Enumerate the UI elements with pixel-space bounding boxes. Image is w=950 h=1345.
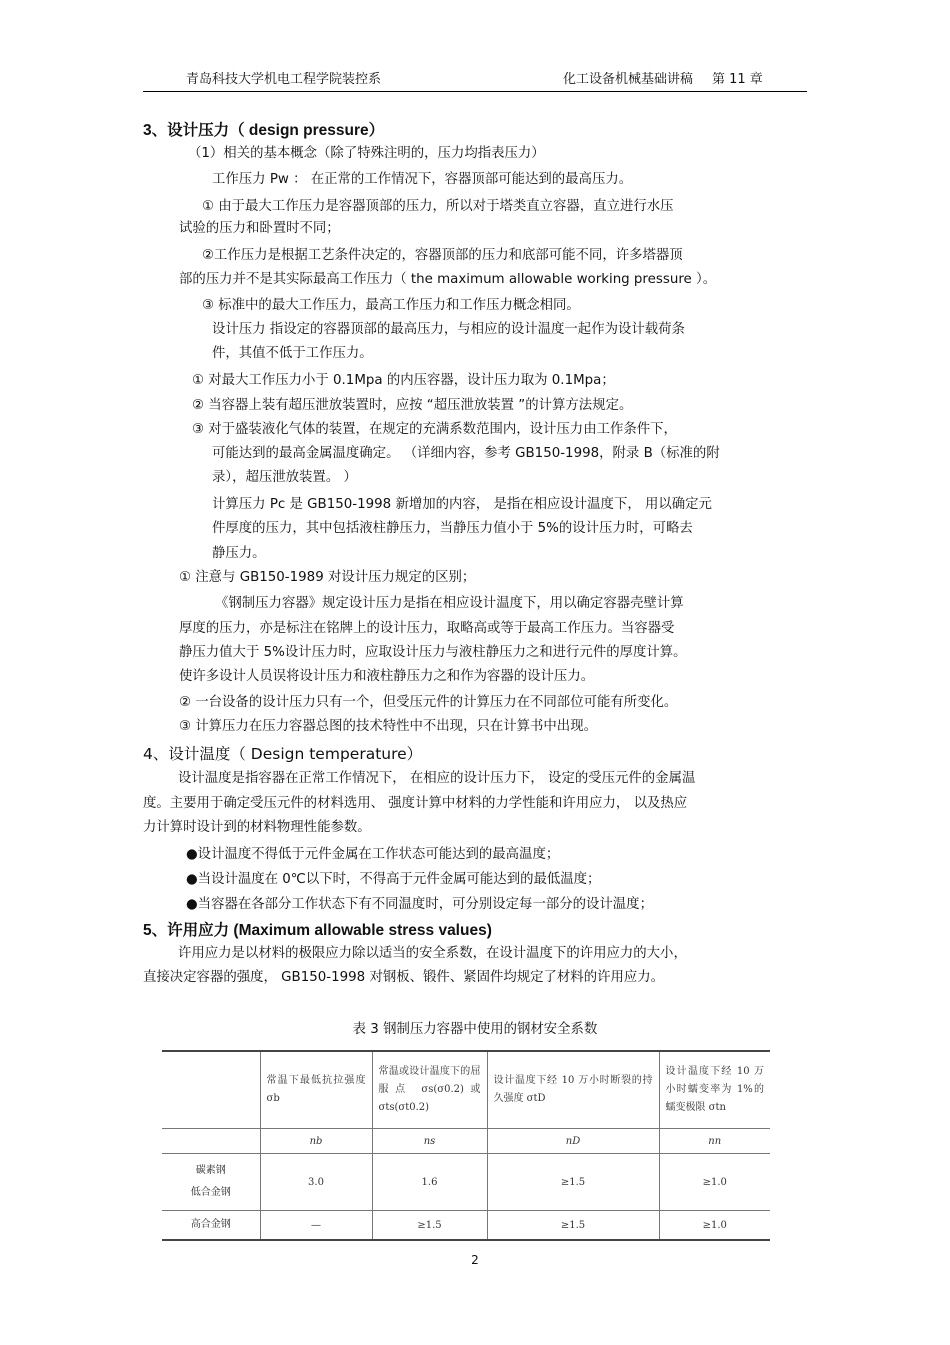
safety-factor-table <box>162 1050 770 1241</box>
paragraph-line: ① 由于最大工作压力是容器顶部的压力，所以对于塔类直立容器，直立进行水压 <box>202 199 674 214</box>
table-row-label <box>162 1154 260 1211</box>
paragraph-line: ③ 标准中的最大工作压力，最高工作压力和工作压力概念相同。 <box>202 298 580 313</box>
section-heading-allowable-stress: 5、许用应力 (Maximum allowable stress values) <box>143 922 492 939</box>
table-cell: — <box>260 1211 372 1241</box>
table-header-cell <box>162 1051 260 1129</box>
paragraph-line: ② 一台设备的设计压力只有一个，但受压元件的计算压力在不同部位可能有所变化。 <box>179 695 678 710</box>
bullet-item: ●设计温度不得低于元件金属在工作状态可能达到的最高温度； <box>186 847 560 862</box>
table-header-row <box>162 1051 770 1129</box>
row-label-carbon-steel: 碳素钢 <box>195 1165 226 1176</box>
row-label-low-alloy-steel: 低合金钢 <box>190 1187 231 1198</box>
table-cell: 3.0 <box>260 1154 372 1211</box>
table-cell: ≥1.0 <box>659 1154 770 1211</box>
page-number: 2 <box>471 1253 479 1267</box>
paragraph-line: 设计压力 指设定的容器顶部的最高压力，与相应的设计温度一起作为设计载荷条 <box>212 322 685 337</box>
paragraph-line: 力计算时设计到的材料物理性能参数。 <box>143 820 371 835</box>
table-header-cell: 设计温度下经 10 万小时断裂的持久强度 σtD <box>487 1051 659 1129</box>
table-row <box>162 1154 770 1211</box>
paragraph-line: 使许多设计人员误将设计压力和液柱静压力之和作为容器的设计压力。 <box>179 669 595 684</box>
paragraph-line: 厚度的压力，亦是标注在铭牌上的设计压力，取略高或等于最高工作压力。当容器受 <box>179 621 675 636</box>
table-header-cell: 常温下最低抗拉强度 σb <box>260 1051 372 1129</box>
header-chapter: 第 11 章 <box>712 72 763 87</box>
header-course-title: 化工设备机械基础讲稿 <box>563 72 694 87</box>
paragraph-line: ① 注意与 GB150-1989 对设计压力规定的区别； <box>179 570 476 585</box>
table-cell: ≥1.5 <box>372 1211 487 1241</box>
table-symbol-cell: nb <box>260 1129 372 1154</box>
table-symbol-row <box>162 1129 770 1154</box>
bullet-item: ●当设计温度在 0℃以下时，不得高于元件金属可能达到的最低温度； <box>186 872 601 887</box>
paragraph-line: 工作压力 Pw ： 在正常的工作情况下，容器顶部可能达到的最高压力。 <box>212 172 633 187</box>
paragraph-line: 直接决定容器的强度， GB150-1998 对钢板、锻件、紧固件均规定了材料的许用应力。 <box>143 970 665 985</box>
paragraph-line: 度。主要用于确定受压元件的材料选用、 强度计算中材料的力学性能和许用应力， 以及热应 <box>143 796 688 811</box>
paragraph-line: 试验的压力和卧置时不同； <box>179 221 340 236</box>
table-header-cell: 常温或设计温度下的屈服点 σs(σ0.2)或σts(σt0.2) <box>372 1051 487 1129</box>
table-cell: ≥1.5 <box>487 1211 659 1241</box>
table-row <box>162 1211 770 1241</box>
paragraph-line: ③ 对于盛装液化气体的装置，在规定的充满系数范围内，设计压力由工作条件下， <box>192 422 677 437</box>
paragraph-line: 可能达到的最高金属温度确定。 （详细内容，参考 GB150-1998，附录 B（标准的附 <box>212 446 720 461</box>
paragraph-line: 静压力值大于 5%设计压力时，应取设计压力与液柱静压力之和进行元件的厚度计算。 <box>179 645 687 660</box>
section-heading-design-temperature: 4、设计温度（ Design temperature） <box>143 745 423 763</box>
paragraph-line: 件，其值不低于工作压力。 <box>212 346 373 361</box>
paragraph-line: 静压力。 <box>212 546 266 561</box>
paragraph-line: ② 当容器上装有超压泄放装置时，应按 “超压泄放装置 ”的计算方法规定。 <box>192 398 633 413</box>
paragraph-line: 设计温度是指容器在正常工作情况下， 在相应的设计压力下， 设定的受压元件的金属温 <box>178 771 696 786</box>
paragraph-line: （1）相关的基本概念（除了特殊注明的，压力均指表压力） <box>188 146 545 161</box>
table-symbol-cell <box>162 1129 260 1154</box>
bullet-item: ●当容器在各部分工作状态下有不同温度时，可分别设定每一部分的设计温度； <box>186 897 653 912</box>
paragraph-line: ②工作压力是根据工艺条件决定的，容器顶部的压力和底部可能不同，许多塔器顶 <box>202 248 683 263</box>
paragraph-line: ③ 计算压力在压力容器总图的技术特性中不出现，只在计算书中出现。 <box>179 719 597 734</box>
paragraph-line: 部的压力并不是其实际最高工作压力（ the maximum allowable working pressure ）。 <box>179 272 717 287</box>
table-symbol-cell: nn <box>659 1129 770 1154</box>
paragraph-line: 件厚度的压力，其中包括液柱静压力，当静压力值小于 5%的设计压力时，可略去 <box>212 521 693 536</box>
paragraph-line: 许用应力是以材料的极限应力除以适当的安全系数，在设计温度下的许用应力的大小， <box>178 946 687 961</box>
table-symbol-cell: ns <box>372 1129 487 1154</box>
table-cell: ≥1.5 <box>487 1154 659 1211</box>
table-cell: 1.6 <box>372 1154 487 1211</box>
paragraph-line: 录），超压泄放装置。 ） <box>212 470 357 485</box>
header-department: 青岛科技大学机电工程学院装控系 <box>186 72 382 87</box>
paragraph-line: 《钢制压力容器》规定设计压力是指在相应设计温度下，用以确定容器壳壁计算 <box>215 596 684 611</box>
table-cell: ≥1.0 <box>659 1211 770 1241</box>
table-row-label: 高合金钢 <box>162 1211 260 1241</box>
table-header-cell: 设计温度下经 10 万小时蠕变率为 1%的蠕变极限 σtn <box>659 1051 770 1129</box>
table-caption: 表 3 钢制压力容器中使用的钢材安全系数 <box>352 1022 598 1037</box>
paragraph-line: ① 对最大工作压力小于 0.1Mpa 的内压容器，设计压力取为 0.1Mpa； <box>192 373 615 388</box>
header-rule <box>143 91 807 92</box>
section-heading-design-pressure: 3、设计压力（ design pressure） <box>143 122 385 139</box>
paragraph-line: 计算压力 Pc 是 GB150-1998 新增加的内容， 是指在相应设计温度下， 用以确定元 <box>212 497 712 512</box>
table-symbol-cell: nD <box>487 1129 659 1154</box>
